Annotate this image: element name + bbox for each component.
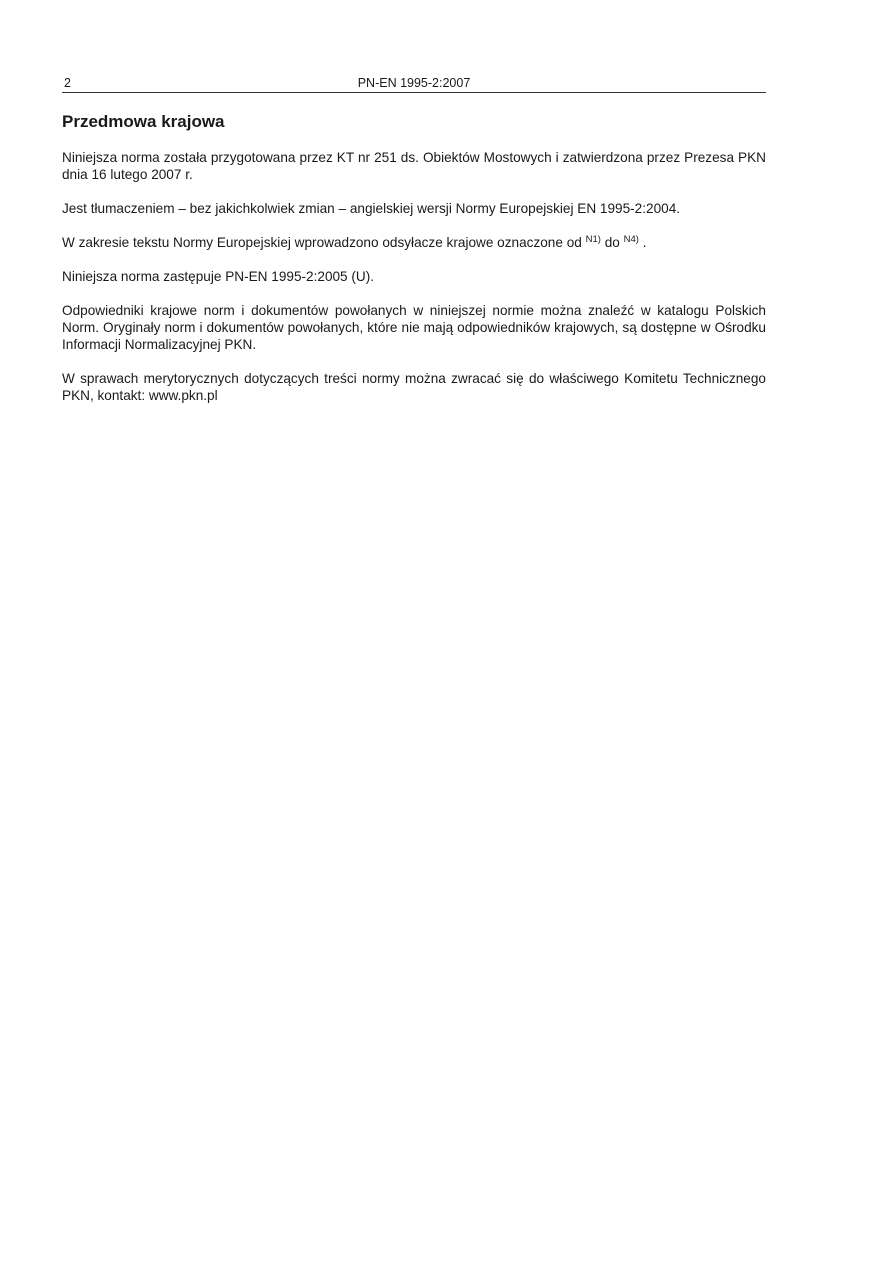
paragraph-national-footnotes [62, 234, 766, 251]
paragraph-contact: W sprawach merytorycznych dotyczących treści normy można zwracać się do właściwego Komitetu Technicznego PKN, kontakt: www.pkn.pl [62, 371, 766, 403]
paragraph-approval: Niniejsza norma została przygotowana przez KT nr 251 ds. Obiektów Mostowych i zatwierdzona przez Prezesa PKN dnia 16 lutego 2007 r. [62, 150, 766, 182]
paragraph-supersedes: Niniejsza norma zastępuje PN-EN 1995-2:2005 (U). [62, 269, 375, 284]
page-number: 2 [64, 76, 71, 90]
document-id: PN-EN 1995-2:2007 [357, 76, 471, 90]
footnote-ref-end: N4) [623, 234, 639, 245]
paragraph-translation: Jest tłumaczeniem – bez jakichkolwiek zmian – angielskiej wersji Normy Europejskiej EN 1995-2:2004. [62, 201, 681, 216]
footnote-text-middle: do [600, 235, 624, 250]
document-page [62, 74, 766, 404]
footnote-ref-start: N1) [585, 234, 601, 245]
paragraph-references: Odpowiedniki krajowe norm i dokumentów powołanych w niniejszej normie można znaleźć w katalogu Polskich Norm. Oryginały norm i dokumentów powołanych, które nie mają odpowiedników krajowych, są dostępne w Ośrodku Informacji Normalizacyjnej PKN. [62, 303, 766, 352]
section-title: Przedmowa krajowa [62, 112, 225, 131]
footnote-text-after: . [638, 235, 647, 250]
running-header [62, 74, 766, 93]
footnote-text-before: W zakresie tekstu Normy Europejskiej wprowadzono odsyłacze krajowe oznaczone od [62, 235, 586, 250]
